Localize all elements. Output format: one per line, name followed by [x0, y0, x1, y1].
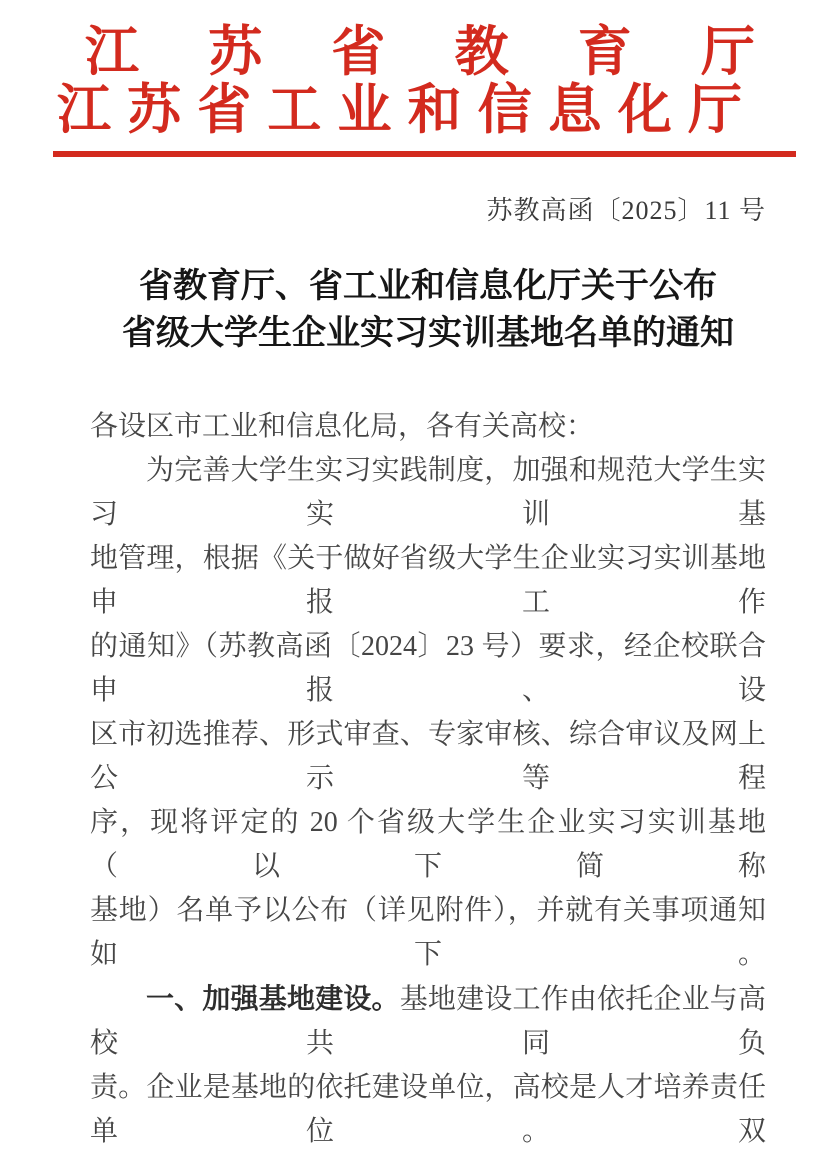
- title-line-1: 省教育厅、省工业和信息化厅关于公布: [139, 268, 717, 305]
- body-line: [90, 713, 766, 801]
- body-line: [90, 1066, 766, 1154]
- letterhead-line-1: 江苏省教育厅: [85, 22, 755, 82]
- body-line: [90, 625, 766, 713]
- body-line: [90, 537, 766, 625]
- letterhead-line-2: 江苏省工业和信息化厅: [57, 80, 742, 140]
- title-line-2: 省级大学生企业实习实训基地名单的通知: [122, 315, 734, 352]
- document-number: 苏教高函〔2025〕11 号: [486, 196, 766, 225]
- body-segment: 基地建设工作由依托企业与高校共同负: [90, 984, 766, 1059]
- body-segment: 区市初选推荐、形式审查、专家审核、综合审议及网上公示等程: [90, 719, 766, 794]
- body-bold-segment: 一、加强基地建设。: [146, 983, 400, 1014]
- body-segment: 为完善大学生实习实践制度，加强和规范大学生实习实训基: [90, 455, 766, 530]
- body-line: [90, 405, 766, 449]
- body-line: [90, 449, 766, 537]
- body-segment: 基地）名单予以公布（详见附件），并就有关事项通知如下。: [90, 895, 766, 970]
- body-line: [90, 801, 766, 889]
- body-segment: 责。企业是基地的依托建设单位，高校是人才培养责任单位。双: [90, 1072, 766, 1147]
- body-text: [90, 405, 766, 1154]
- red-divider-rule: [53, 151, 796, 157]
- body-segment: 各设区市工业和信息化局，各有关高校：: [90, 411, 595, 442]
- body-segment: 序，现将评定的 20 个省级大学生企业实习实训基地（以下简称: [90, 807, 766, 882]
- body-line: [90, 977, 766, 1066]
- body-line: [90, 889, 766, 977]
- body-segment: 地管理，根据《关于做好省级大学生企业实习实训基地申报工作: [90, 543, 766, 618]
- document-title: [70, 263, 786, 357]
- body-segment: 的通知》（苏教高函〔2024〕23 号）要求，经企校联合申报、设: [90, 631, 766, 706]
